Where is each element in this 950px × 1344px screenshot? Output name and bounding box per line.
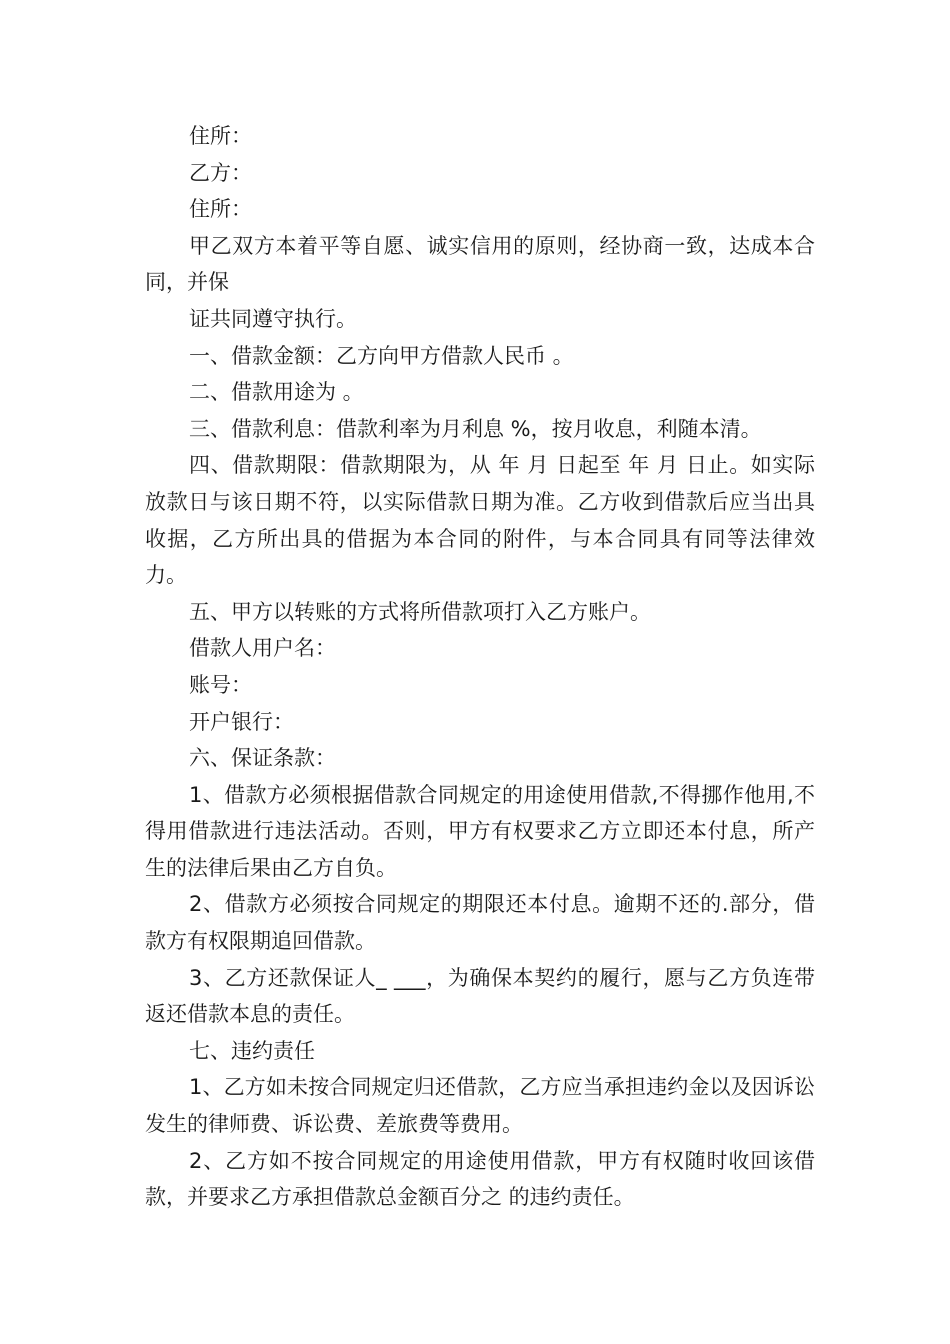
clause-loan-purpose: 二、借款用途为 。 [189, 380, 364, 405]
guarantee-item-3: 3、乙方还款保证人_ ___，为确保本契约的履行，愿与乙方负连带返还借款本息的责任。 [145, 965, 815, 1027]
contract-page [145, 118, 815, 1216]
party-b-line: 乙方： [189, 160, 252, 185]
clause-guarantee-heading: 六、保证条款： [189, 746, 336, 771]
clause-breach-heading: 七、违约责任 [189, 1038, 315, 1063]
breach-item-1: 1、乙方如未按合同规定归还借款，乙方应当承担违约金以及因诉讼发生的律师费、诉讼费、差旅费等费用。 [145, 1075, 815, 1137]
clause-loan-term: 四、借款期限：借款期限为，从 年 月 日起至 年 月 日止。如实际放款日与该日期不符，以实际借款日期为准。乙方收到借款后应当出具收据，乙方所出具的借据为本合同的附件，与本合同具有同等法律效力。 [145, 453, 815, 588]
borrower-username-line: 借款人用户名： [189, 636, 336, 661]
preamble-continuation: 证共同遵守执行。 [189, 306, 357, 331]
clause-loan-interest: 三、借款利息：借款利率为月利息 %，按月收息，利随本清。 [189, 416, 762, 441]
clause-transfer: 五、甲方以转账的方式将所借款项打入乙方账户。 [189, 599, 651, 624]
clause-loan-amount: 一、借款金额：乙方向甲方借款人民币 。 [189, 343, 574, 368]
address-line-party-b: 住所： [189, 197, 252, 222]
guarantee-item-1: 1、借款方必须根据借款合同规定的用途使用借款,不得挪作他用,不得用借款进行违法活动。否则，甲方有权要求乙方立即还本付息，所产生的法律后果由乙方自负。 [145, 782, 815, 880]
breach-item-2: 2、乙方如不按合同规定的用途使用借款，甲方有权随时收回该借款，并要求乙方承担借款总金额百分之 的违约责任。 [145, 1148, 815, 1210]
account-number-line: 账号： [189, 672, 252, 697]
preamble-paragraph: 甲乙双方本着平等自愿、诚实信用的原则，经协商一致，达成本合同，并保 [145, 233, 815, 295]
guarantee-item-2: 2、借款方必须按合同规定的期限还本付息。逾期不还的.部分，借款方有权限期追回借款。 [145, 892, 815, 954]
bank-line: 开户银行： [189, 709, 294, 734]
address-line-party-a: 住所： [189, 124, 252, 148]
